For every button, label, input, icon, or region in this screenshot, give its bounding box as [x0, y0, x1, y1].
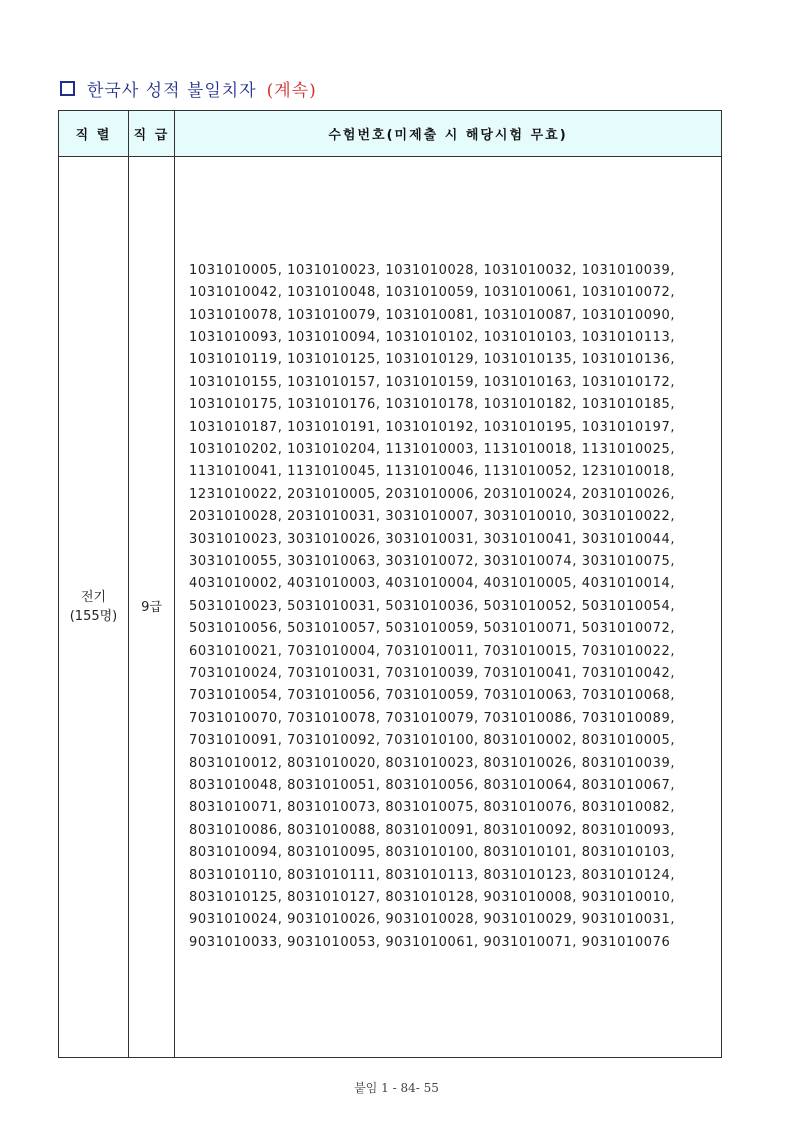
- exam-number-line: 7031010024, 7031010031, 7031010039, 7031010041, 7031010042,: [189, 666, 676, 682]
- table-row: [59, 157, 722, 1058]
- header-grade: 직 급: [129, 111, 175, 157]
- exam-number-line: 1031010042, 1031010048, 1031010059, 1031010061, 1031010072,: [189, 285, 676, 301]
- exam-number-line: 8031010071, 8031010073, 8031010075, 8031010076, 8031010082,: [189, 800, 676, 816]
- exam-number-line: 8031010048, 8031010051, 8031010056, 8031010064, 8031010067,: [189, 778, 676, 794]
- exam-number-line: 9031010024, 9031010026, 9031010028, 9031010029, 9031010031,: [189, 912, 676, 928]
- exam-number-line: 1031010155, 1031010157, 1031010159, 1031010163, 1031010172,: [189, 374, 676, 390]
- exam-number-line: 8031010110, 8031010111, 8031010113, 8031010123, 8031010124,: [189, 867, 676, 883]
- checkbox-square-icon: [60, 81, 75, 96]
- exam-number-list: [189, 260, 721, 955]
- exam-number-line: 7031010054, 7031010056, 7031010059, 7031010063, 7031010068,: [189, 688, 676, 704]
- position-cell: [59, 157, 129, 1058]
- header-numbers: 수험번호(미제출 시 해당시험 무효): [175, 111, 722, 157]
- exam-number-line: 8031010086, 8031010088, 8031010091, 8031010092, 8031010093,: [189, 822, 676, 838]
- exam-number-line: 8031010125, 8031010127, 8031010128, 9031010008, 9031010010,: [189, 890, 676, 906]
- position-count: (155명): [69, 609, 118, 624]
- page-footer: 붙임 1 - 84- 55: [354, 1081, 439, 1095]
- position-name: 전기: [80, 590, 107, 605]
- exam-number-line: 3031010023, 3031010026, 3031010031, 3031010041, 3031010044,: [189, 531, 676, 547]
- exam-number-line: 2031010028, 2031010031, 3031010007, 3031010010, 3031010022,: [189, 509, 676, 525]
- exam-number-line: 1031010187, 1031010191, 1031010192, 1031010195, 1031010197,: [189, 419, 676, 435]
- exam-number-line: 5031010056, 5031010057, 5031010059, 5031010071, 5031010072,: [189, 621, 676, 637]
- exam-number-line: 9031010033, 9031010053, 9031010061, 9031010071, 9031010076: [189, 934, 671, 950]
- exam-number-line: 6031010021, 7031010004, 7031010011, 7031010015, 7031010022,: [189, 643, 676, 659]
- exam-number-line: 4031010002, 4031010003, 4031010004, 4031010005, 4031010014,: [189, 576, 676, 592]
- title-continued: (계속): [266, 80, 317, 101]
- header-row: [59, 111, 722, 157]
- exam-number-line: 1031010119, 1031010125, 1031010129, 1031010135, 1031010136,: [189, 352, 676, 368]
- page-title: [60, 76, 317, 100]
- exam-number-line: 1231010022, 2031010005, 2031010006, 2031010024, 2031010026,: [189, 486, 676, 502]
- exam-number-line: 1031010202, 1031010204, 1131010003, 1131010018, 1131010025,: [189, 441, 676, 457]
- exam-number-line: 1031010078, 1031010079, 1031010081, 1031010087, 1031010090,: [189, 307, 676, 323]
- exam-number-line: 3031010055, 3031010063, 3031010072, 3031010074, 3031010075,: [189, 553, 676, 569]
- exam-number-line: 1131010041, 1131010045, 1131010046, 1131010052, 1231010018,: [189, 464, 676, 480]
- exam-number-line: 7031010070, 7031010078, 7031010079, 7031010086, 7031010089,: [189, 710, 676, 726]
- mismatch-table: [58, 110, 722, 1058]
- numbers-cell: [175, 157, 722, 1058]
- exam-number-line: 8031010094, 8031010095, 8031010100, 8031010101, 8031010103,: [189, 845, 676, 861]
- exam-number-line: 1031010175, 1031010176, 1031010178, 1031010182, 1031010185,: [189, 397, 676, 413]
- exam-number-line: 7031010091, 7031010092, 7031010100, 8031010002, 8031010005,: [189, 733, 676, 749]
- exam-number-line: 5031010023, 5031010031, 5031010036, 5031010052, 5031010054,: [189, 598, 676, 614]
- exam-number-line: 1031010093, 1031010094, 1031010102, 1031010103, 1031010113,: [189, 329, 676, 345]
- title-main: 한국사 성적 불일치자: [87, 80, 257, 101]
- exam-number-line: 8031010012, 8031010020, 8031010023, 8031010026, 8031010039,: [189, 755, 676, 771]
- header-position: 직 렬: [59, 111, 129, 157]
- grade-cell: 9급: [129, 157, 175, 1058]
- exam-number-line: 1031010005, 1031010023, 1031010028, 1031010032, 1031010039,: [189, 262, 676, 278]
